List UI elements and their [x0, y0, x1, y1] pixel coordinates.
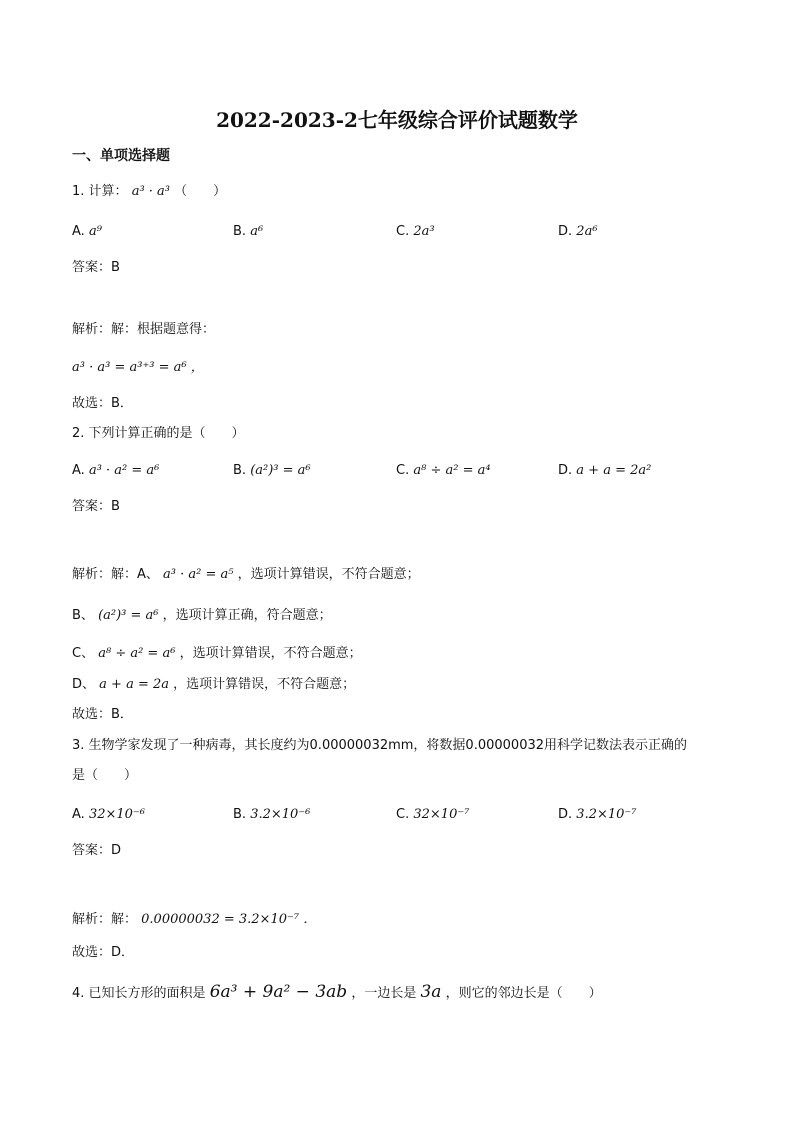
analysis-prefix: D、	[72, 677, 96, 692]
option-label: A.	[72, 807, 85, 822]
option-label: B.	[233, 224, 247, 239]
q1-stem: 1. 计算：	[72, 184, 128, 199]
analysis-text: ，选项计算错误，不符合题意；	[179, 646, 362, 661]
option-label: B.	[233, 463, 247, 478]
analysis-text: ，选项计算正确，符合题意；	[162, 608, 332, 623]
q4-stem-mid: ，一边长是	[351, 986, 417, 1001]
option-expression: 2a⁶	[576, 224, 598, 239]
option-label: D.	[558, 807, 573, 822]
q2-analysis-c	[72, 645, 362, 663]
q2-option-c	[396, 462, 491, 480]
option-label: A.	[72, 224, 85, 239]
q2-answer: 答案：B	[72, 499, 120, 514]
q2-option-a	[72, 462, 159, 480]
q2-analysis-b	[72, 607, 332, 625]
analysis-text: ，选项计算错误，不符合题意；	[173, 677, 356, 692]
q4-area-expression: 6a³ + 9a² − 3ab	[209, 982, 348, 1002]
q2-analysis-d	[72, 676, 355, 694]
analysis-expression: a³ · a² = a⁵	[163, 567, 234, 582]
q2-option-b	[233, 462, 311, 480]
q2-stem: 2. 下列计算正确的是（ ）	[72, 426, 245, 441]
q3-conclusion: 故选：D．	[72, 945, 135, 960]
q1-option-b	[233, 223, 263, 241]
q1-expression: a³ · a³	[131, 184, 171, 199]
option-expression: a + a = 2a²	[576, 463, 652, 478]
option-expression: 2a³	[413, 224, 435, 239]
analysis-prefix: B、	[72, 608, 94, 623]
q4-stem-suffix: ，则它的邻边长是（ ）	[445, 986, 602, 1001]
q2-analysis-a	[72, 566, 420, 584]
option-label: C.	[396, 807, 410, 822]
option-expression: a⁹	[88, 224, 102, 239]
q1-stem-line	[72, 183, 226, 201]
option-expression: a⁶	[250, 224, 264, 239]
q3-stem-line2: 是（ ）	[72, 768, 138, 783]
q1-answer: 答案：B	[72, 260, 120, 275]
q3-answer: 答案：D	[72, 843, 122, 858]
q3-stem-line1: 3. 生物学家发现了一种病毒，其长度约为0.00000032mm，将数据0.00000032用科学记数法表示正确的	[72, 738, 688, 753]
q3-option-d	[558, 806, 636, 824]
q2-conclusion: 故选：B．	[72, 707, 133, 722]
option-expression: 32×10⁻⁶	[88, 807, 145, 822]
q1-option-a	[72, 223, 102, 241]
analysis-text: ，选项计算错误，不符合题意；	[237, 567, 420, 582]
option-expression: a³ · a² = a⁶	[88, 463, 160, 478]
q1-analysis-expression: a³ · a³ = a³⁺³ = a⁶ ，	[72, 360, 204, 375]
option-label: A.	[72, 463, 85, 478]
option-expression: 32×10⁻⁷	[413, 807, 470, 822]
analysis-expression: 0.00000032 = 3.2×10⁻⁷ ．	[141, 912, 317, 927]
q1-analysis-intro: 解析：解：根据题意得：	[72, 322, 216, 337]
q1-option-c	[396, 223, 435, 241]
page-title: 2022-2023-2七年级综合评价试题数学	[216, 108, 578, 132]
q1-option-d	[558, 223, 598, 241]
q2-option-d	[558, 462, 651, 480]
analysis-prefix: 解析：解：A、	[72, 567, 159, 582]
option-expression: 3.2×10⁻⁷	[576, 807, 637, 822]
q3-option-b	[233, 806, 310, 824]
option-label: B.	[233, 807, 247, 822]
analysis-prefix: 解析：解：	[72, 912, 138, 927]
option-label: C.	[396, 224, 410, 239]
option-expression: a⁸ ÷ a² = a⁴	[413, 463, 491, 478]
analysis-expression: (a²)³ = a⁶	[98, 608, 159, 623]
q3-option-a	[72, 806, 145, 824]
q1-blank: （ ）	[174, 184, 227, 199]
option-label: D.	[558, 224, 573, 239]
q4-stem	[72, 983, 602, 1003]
option-label: D.	[558, 463, 573, 478]
analysis-expression: a⁸ ÷ a² = a⁶	[98, 646, 176, 661]
option-expression: 3.2×10⁻⁶	[250, 807, 311, 822]
q3-analysis	[72, 911, 316, 929]
analysis-prefix: C、	[72, 646, 95, 661]
option-expression: (a²)³ = a⁶	[250, 463, 311, 478]
q4-stem-prefix: 4. 已知长方形的面积是	[72, 986, 206, 1001]
q1-conclusion: 故选：B．	[72, 396, 133, 411]
analysis-expression: a + a = 2a	[99, 677, 169, 692]
q4-side-expression: 3a	[420, 982, 442, 1002]
option-label: C.	[396, 463, 410, 478]
section-heading: 一、单项选择题	[72, 148, 170, 164]
q3-option-c	[396, 806, 469, 824]
